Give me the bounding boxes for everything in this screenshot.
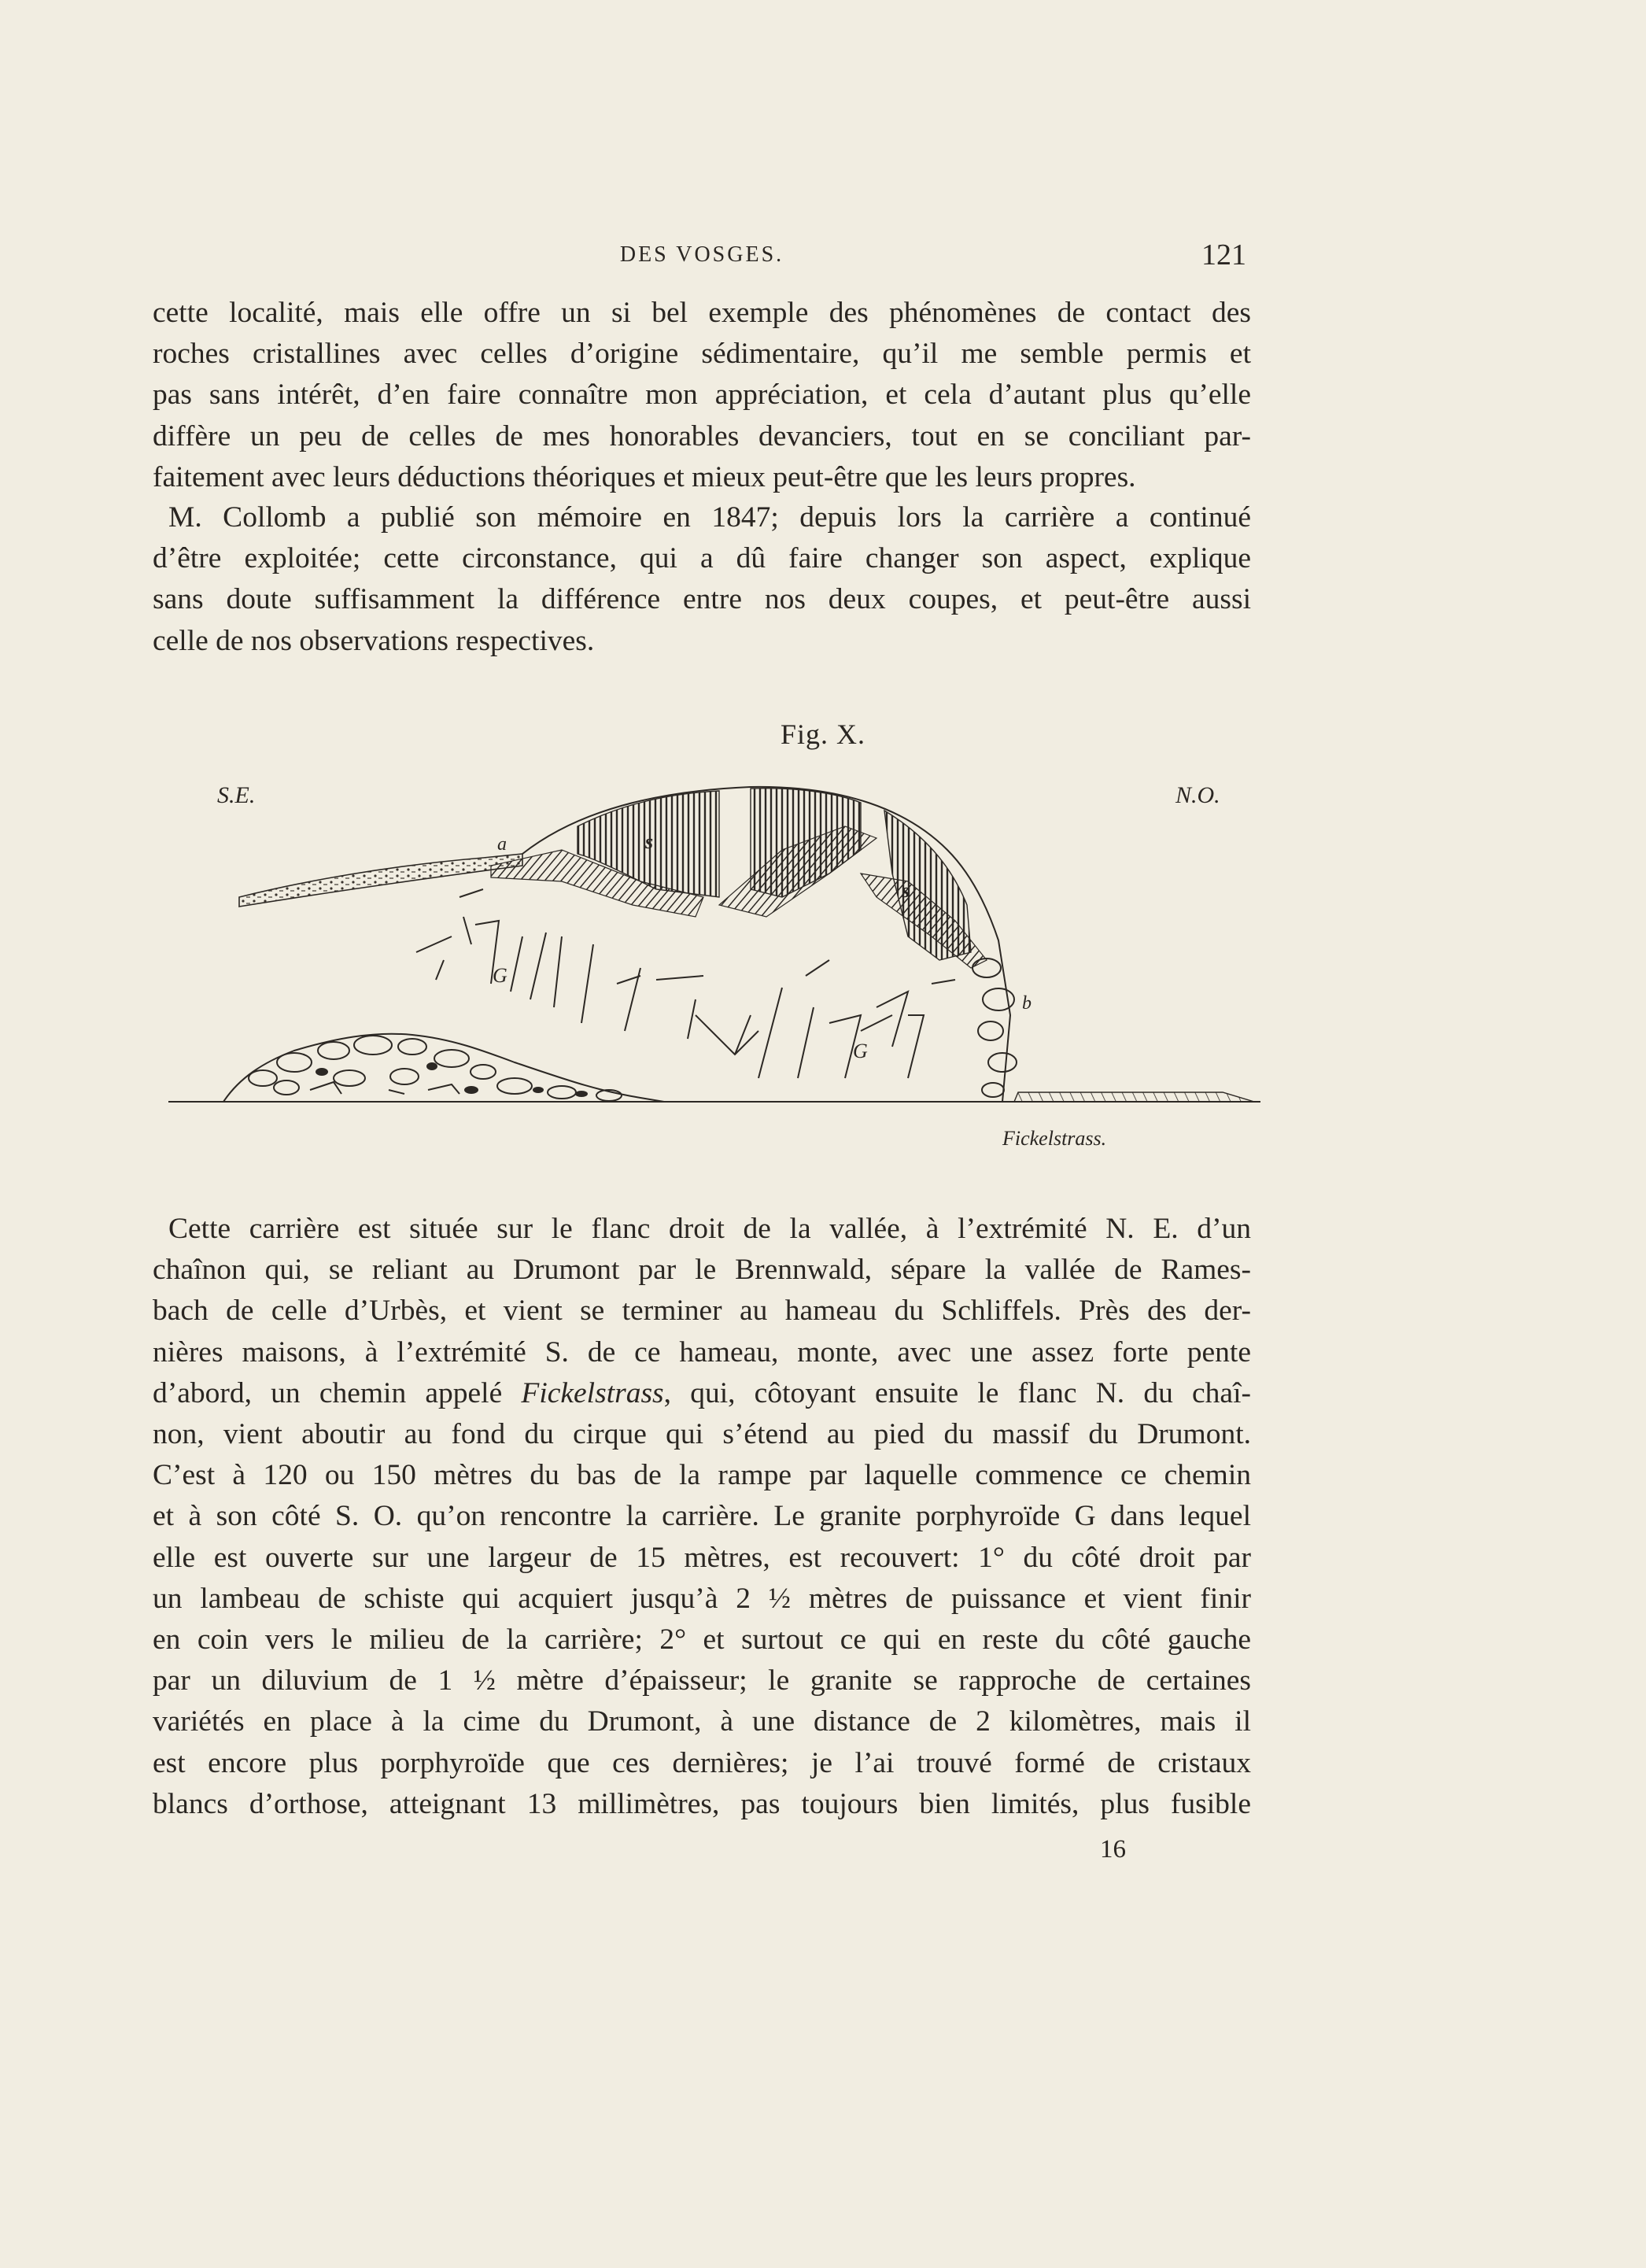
paragraph-1 xyxy=(153,293,1251,498)
text-line: blancs d’orthose, atteignant 13 millimètres, pas toujours bien limités, plus fusible xyxy=(153,1787,1251,1820)
text-line: roches cristallines avec celles d’origine sédimentaire, qu’il me semble permis et xyxy=(153,338,1251,371)
text-line: pas sans intérêt, d’en faire connaître mon appréciation, et cela d’autant plus qu’elle xyxy=(153,379,1251,412)
figure-caption: Fickelstrass. xyxy=(1002,1127,1107,1150)
text-line: variétés en place à la cime du Drumont, à une distance de 2 kilomètres, mais il xyxy=(153,1705,1251,1738)
text-line: bach de celle d’Urbès, et vient se terminer au hameau du Schliffels. Près des der- xyxy=(153,1295,1251,1328)
text-line: elle est ouverte sur une largeur de 15 mètres, est recouvert: 1° du côté droit par xyxy=(153,1541,1251,1574)
label-g-left: G xyxy=(493,964,507,987)
label-se: S.E. xyxy=(217,782,256,808)
text-line: et à son côté S. O. qu’on rencontre la carrière. Le granite porphyroïde G dans lequel xyxy=(153,1500,1251,1533)
paragraph-2 xyxy=(153,497,1251,662)
text-line: sans doute suffisamment la différence entre nos deux coupes, et peut-être aussi xyxy=(153,583,1251,616)
text-line: cette localité, mais elle offre un si bel exemple des phénomènes de contact des xyxy=(153,297,1251,329)
geologic-section-figure xyxy=(153,779,1262,1125)
text-line: non, vient aboutir au fond du cirque qui s’étend au pied du massif du Drumont. xyxy=(153,1418,1251,1451)
label-s-right: s xyxy=(902,879,910,902)
paragraph-3 xyxy=(153,1209,1251,1825)
text-line: chaînon qui, se reliant au Drumont par le Brennwald, sépare la vallée de Rames- xyxy=(153,1254,1251,1287)
page-header xyxy=(153,238,1251,277)
label-b: b xyxy=(1022,993,1032,1014)
label-g-right: G xyxy=(853,1040,868,1062)
text-line: est encore plus porphyroïde que ces dernières; je l’ai trouvé formé de cristaux xyxy=(153,1746,1251,1779)
text-line: M. Collomb a publié son mémoire en 1847; depuis lors la carrière a continué xyxy=(168,501,1251,534)
text-line: par un diluvium de 1 ½ mètre d’épaisseur; le granite se rapproche de certaines xyxy=(153,1664,1251,1697)
italic-term: Fickelstrass xyxy=(521,1376,664,1409)
rubble-heap xyxy=(223,1034,664,1102)
text-line: d’abord, un chemin appelé Fickelstrass, qui, côtoyant ensuite le flanc N. du chaî- xyxy=(153,1376,1251,1409)
text-line: en coin vers le milieu de la carrière; 2° et surtout ce qui en reste du côté gauche xyxy=(153,1623,1251,1657)
diluvium-layer xyxy=(239,854,522,907)
figure-title: Fig. X. xyxy=(780,718,866,750)
text-line: nières maisons, à l’extrémité S. de ce hameau, monte, avec une assez forte pente xyxy=(153,1335,1251,1369)
text-line: C’est à 120 ou 150 mètres du bas de la rampe par laquelle commence ce chemin xyxy=(153,1459,1251,1492)
road-strip xyxy=(1014,1092,1254,1102)
text-line: celle de nos observations respectives. xyxy=(153,624,595,657)
running-title: DES VOSGES. xyxy=(619,242,784,267)
text-line: Cette carrière est située sur le flanc droit de la vallée, à l’extrémité N. E. d’un xyxy=(168,1213,1251,1245)
text-line: diffère un peu de celles de mes honorables devanciers, tout en se conciliant par- xyxy=(153,419,1251,452)
block-cluster-b xyxy=(972,959,1017,1097)
label-a: a xyxy=(497,834,507,855)
text-line: un lambeau de schiste qui acquiert jusqu’à 2 ½ mètres de puissance et vient finir xyxy=(153,1582,1251,1615)
signature-mark: 16 xyxy=(1100,1835,1126,1864)
page-number: 121 xyxy=(1201,238,1246,271)
text-line: d’être exploitée; cette circonstance, qui a dû faire changer son aspect, explique xyxy=(153,542,1251,575)
label-s-left: s xyxy=(645,830,654,853)
text-line: faitement avec leurs déductions théoriques et mieux peut-être que les leurs propres. xyxy=(153,460,1136,493)
label-no: N.O. xyxy=(1175,782,1220,808)
